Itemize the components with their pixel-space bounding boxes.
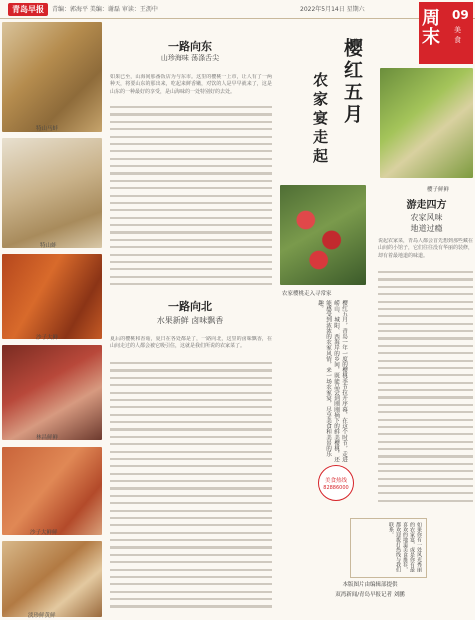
caption-6: 淡珍鲜黄鲜	[28, 613, 56, 619]
article2-lead: 夏后的樱桃和香菇，夏日在各处都是了，一路向北，这里的卤味飘香，在山间走过的人都会被它吸引住，这就是我们所说的农家菜了。	[110, 336, 272, 350]
article3-body	[378, 271, 473, 511]
hotline-stamp	[318, 465, 354, 501]
article2-title: 一路向北	[168, 300, 212, 313]
footer-credits	[320, 580, 420, 598]
badge-weekend: 周末	[422, 8, 440, 48]
photo-shrimp	[2, 447, 102, 535]
article1-lead: 如果已至，山海间那番饭店为与东市。这里的樱桃一上市，让人有了一两种天，将要山东的那出来，吃起来鲜香嫩，对饮的人是早早就来了，这是山东的一种最好的享受，是山海味的一处特别好的去处。	[110, 74, 272, 95]
main-title-line2: 农家宴走起	[311, 72, 329, 167]
article3-subtitle: 农家风味 地道过瘾	[410, 213, 443, 233]
photo-vegetables	[380, 68, 473, 178]
photo-sausage	[2, 345, 102, 440]
footer-line1: 本版图片由编辑部提供	[342, 582, 398, 588]
section-badge	[419, 2, 473, 64]
caption-cherries: 农家樱桃走入寻常家	[282, 291, 332, 297]
info-box	[350, 518, 427, 578]
page-header	[0, 0, 475, 19]
caption-4: 林昌鲜鲜	[36, 435, 59, 441]
photo-cherries	[280, 185, 366, 285]
caption-vegetables: 樱子鲜鲜	[427, 187, 450, 193]
caption-2: 特山蚌	[40, 243, 57, 249]
main-title-line1: 樱红五月	[341, 38, 363, 126]
badge-section-tag: 美食	[454, 26, 461, 44]
caption-1: 特山马蚌	[36, 126, 59, 132]
header-date: 2022年5月14日 星期六	[300, 6, 365, 13]
caption-3: 沙子大鲜	[36, 335, 59, 341]
middle-vertical-text: 樱红五月，青岛一年一度的樱桃季节拉开序幕，在这个时节，走进崂山、城阳、西海岸的乡间，既能品尝到刚刚摘下的鲜美樱桃，还能感受到浓浓的农家风情，来一场农家宴，尽享美食和美景的乐趣。	[317, 300, 347, 463]
caption-5: 沙子大鲜鲜	[30, 530, 58, 536]
article2-subtitle: 水果新鲜 卤味飘香	[156, 316, 224, 325]
article1-title: 一路向东	[168, 40, 212, 53]
newspaper-logo: 青岛早报	[8, 3, 48, 16]
photo-clams	[2, 138, 102, 248]
header-credits: 青编：郭海平 美编：谢磊 审读：王沥中	[52, 6, 158, 13]
info-box-text: 如果你有一处风光秀丽的农家宴，或是你有最喜欢的地道美食推荐，都欢迎拨打热线与我们联系。	[388, 522, 422, 572]
badge-page-number: 09	[452, 8, 469, 22]
stamp-label: 美食热线	[324, 478, 347, 484]
photo-seafood	[2, 541, 102, 617]
article3-title: 游走四方	[406, 200, 447, 211]
photo-mussels	[2, 22, 102, 132]
footer-line2: 双湾新闻/青岛早报记者 刘鹏	[335, 592, 405, 598]
article3-lead: 说起农家菜，青岛人都会首先想到那些藏在山间的小馆子，它们往往没有华丽的装修，却有着最地道的味道。	[378, 238, 473, 259]
article1-body	[110, 106, 272, 290]
stamp-number: 82886000	[323, 485, 349, 491]
article2-body	[110, 362, 272, 614]
photo-crab	[2, 254, 102, 339]
article1-subtitle: 山珍海味 荡涤舌尖	[160, 54, 220, 62]
